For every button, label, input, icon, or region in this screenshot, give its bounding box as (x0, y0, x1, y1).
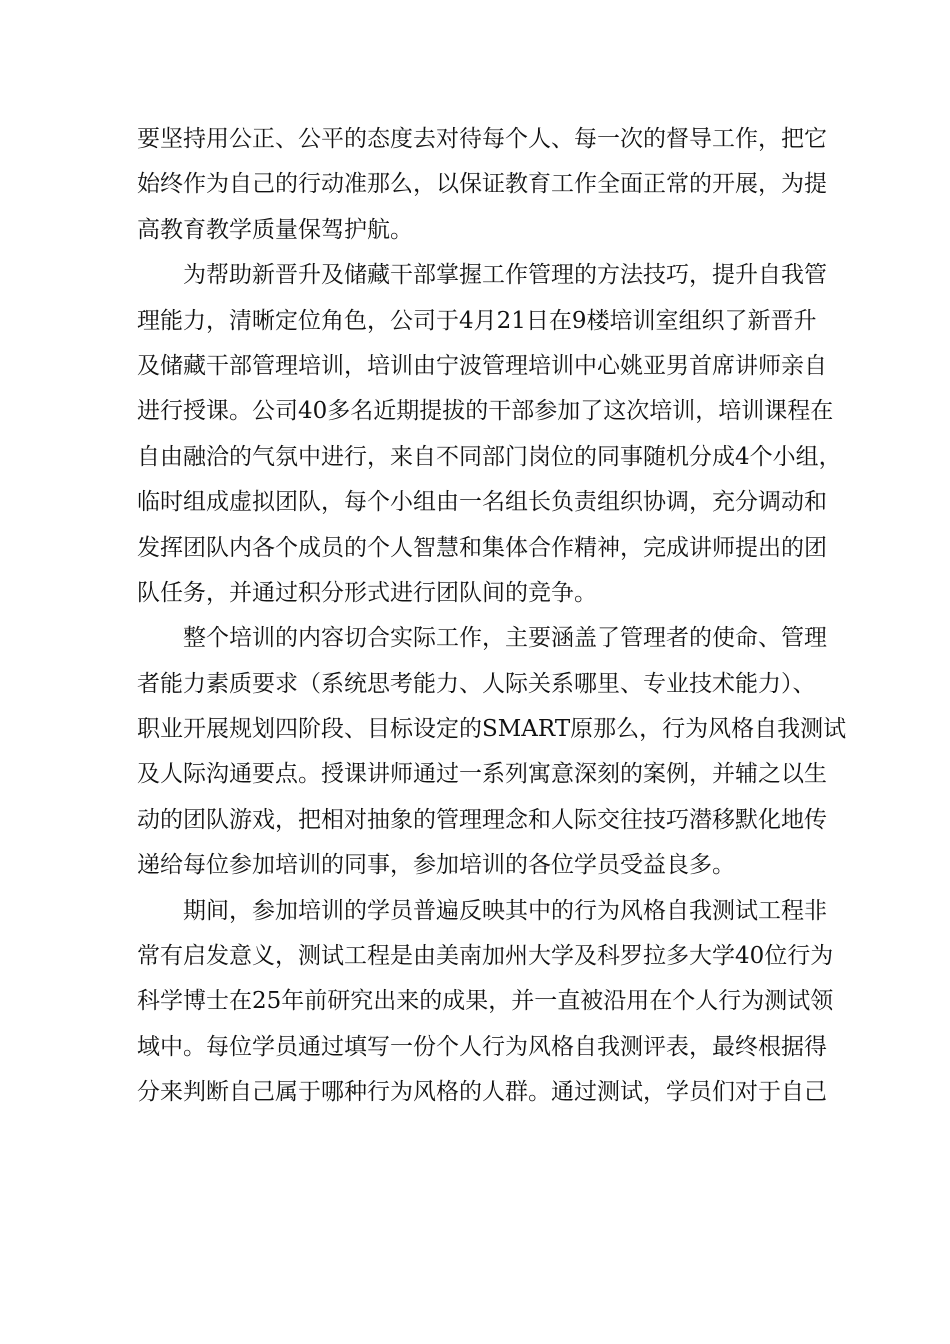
text-line: 递给每位参加培训的同事，参加培训的各位学员受益良多。 (137, 852, 735, 879)
text-line: 常有启发意义，测试工程是由美南加州大学及科罗拉多大学40位行为 (137, 943, 834, 970)
text-line: 高教育教学质量保驾护航。 (137, 216, 413, 243)
text-line: 自由融洽的气氛中进行，来自不同部门岗位的同事随机分成4个小组， (137, 443, 842, 470)
text-line: 职业开展规划四阶段、目标设定的SMART原那么，行为风格自我测试 (137, 716, 847, 743)
text-line: 动的团队游戏，把相对抽象的管理理念和人际交往技巧潜移默化地传 (137, 806, 827, 833)
text-line: 及储藏干部管理培训，培训由宁波管理培训中心姚亚男首席讲师亲自 (137, 352, 827, 379)
text-line: 要坚持用公正、公平的态度去对待每个人、每一次的督导工作，把它 (137, 126, 827, 152)
text-line: 理能力，清晰定位角色，公司于4月21日在9楼培训室组织了新晋升 (137, 307, 817, 334)
paragraph-2 (137, 253, 842, 616)
text-line: 期间，参加培训的学员普遍反映其中的行为风格自我测试工程非 (183, 897, 827, 924)
text-line: 始终作为自己的行动准那么，以保证教育工作全面正常的开展，为提 (137, 171, 827, 198)
text-line: 整个培训的内容切合实际工作，主要涵盖了管理者的使命、管理 (183, 625, 827, 652)
text-line: 分来判断自己属于哪种行为风格的人群。通过测试，学员们对于自己 (137, 1079, 827, 1106)
text-line: 进行授课。公司40多名近期提拔的干部参加了这次培训，培训课程在 (137, 398, 834, 425)
text-line: 科学博士在25年前研究出来的成果，并一直被沿用在个人行为测试领 (137, 988, 834, 1015)
text-line: 及人际沟通要点。授课讲师通过一系列寓意深刻的案例，并辅之以生 (137, 761, 827, 788)
text-line: 临时组成虚拟团队，每个小组由一名组长负责组织协调，充分调动和 (137, 489, 827, 516)
paragraph-4 (137, 889, 834, 1116)
text-line: 发挥团队内各个成员的个人智慧和集体合作精神，完成讲师提出的团 (137, 534, 827, 561)
text-line: 队任务，并通过积分形式进行团队间的竞争。 (137, 579, 597, 606)
text-line: 域中。每位学员通过填写一份个人行为风格自我测评表，最终根据得 (137, 1033, 827, 1060)
text-line: 为帮助新晋升及储藏干部掌握工作管理的方法技巧，提升自我管 (183, 262, 827, 289)
paragraph-3 (137, 616, 847, 888)
document-body (137, 117, 847, 1116)
text-line: 者能力素质要求（系统思考能力、人际关系哪里、专业技术能力）、 (137, 670, 816, 697)
paragraph-1 (137, 117, 827, 253)
